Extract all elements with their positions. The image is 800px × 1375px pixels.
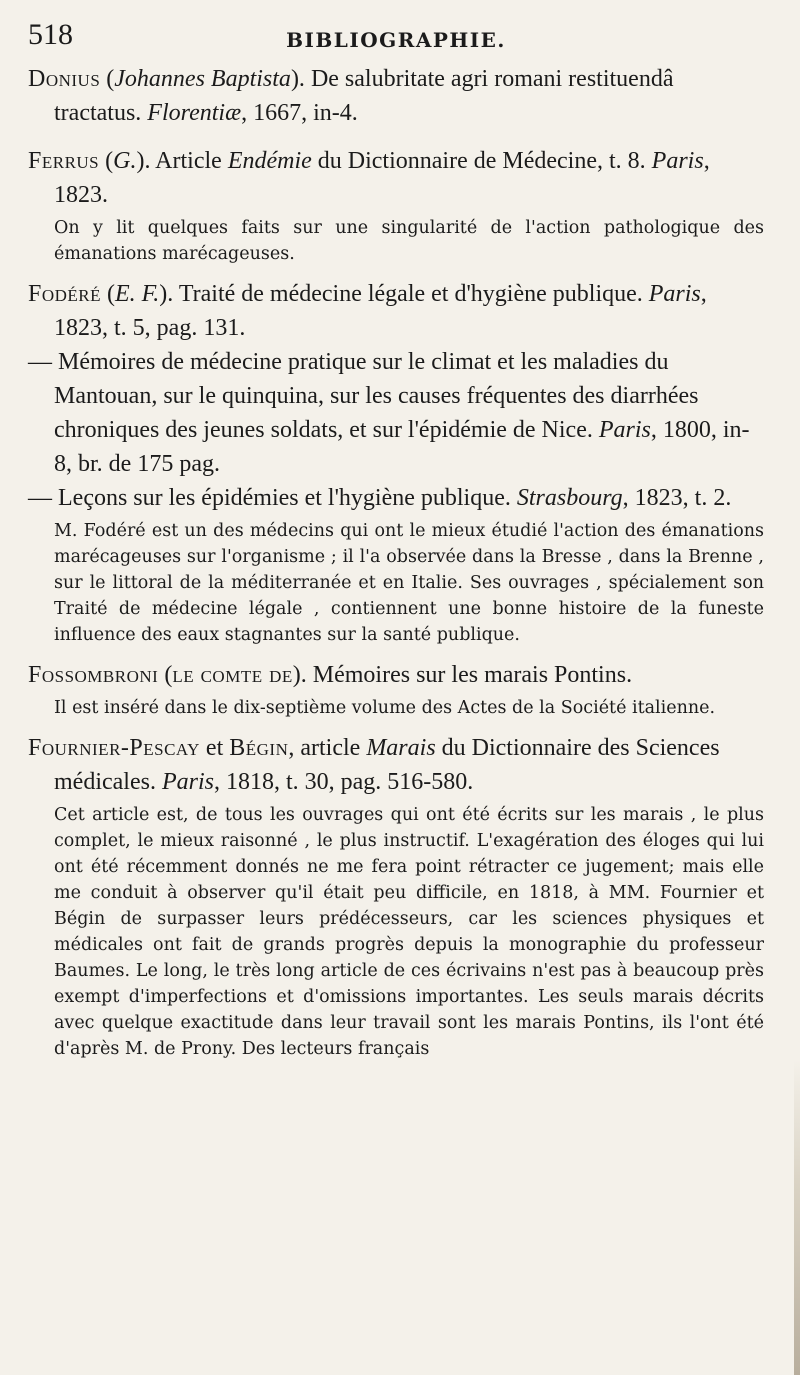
entry-title: Mémoires de médecine pratique sur le climat et les maladies du Mantouan, sur le quinquina, sur les causes fréquentes des diarrhées chroniques des jeunes soldats, et sur l'épidémie de Nice.	[54, 349, 699, 443]
entry-place: Paris	[651, 148, 704, 174]
running-head: BIBLIOGRAPHIE.	[286, 28, 506, 52]
entry-note: On y lit quelques faits sur une singularité de l'action pathologique des émanations marécageuses.	[54, 218, 764, 264]
bibliography-entry	[28, 658, 764, 721]
entry-author: Fournier-Pescay	[28, 735, 200, 761]
bibliography-entry	[28, 731, 764, 1062]
entry-author-name: E. F.	[115, 281, 160, 307]
entry-details: , 1823.	[54, 148, 710, 208]
entry-dash: —	[28, 485, 58, 511]
entry-place: Paris	[161, 769, 214, 795]
entry-title: Leçons sur les épidémies et l'hygiène publique.	[58, 485, 517, 511]
entry-citation	[28, 481, 764, 515]
bibliography-entry	[28, 481, 764, 648]
entry-citation: Fodéré (E. F.). Traité de médecine légale et d'hygiène publique. Paris, 1823, t. 5, pag. 131.	[28, 281, 707, 341]
entry-title: Traité de médecine légale et d'hygiène publique.	[178, 281, 649, 307]
entry-details: , 1823, t. 2.	[622, 485, 732, 511]
entry-details: , 1800, in-8, br. de 175 pag.	[54, 417, 750, 477]
entry-author-name: G.	[113, 148, 137, 174]
entry-author-2: Bégin	[229, 735, 289, 761]
entry-note: M. Fodéré est un des médecins qui ont le mieux étudié l'action des émanations marécageuses sur l'organisme ; il l'a observée dans la Bresse , dans la Brenne , sur le littoral de la méditerranée et en Italie. Ses ouvrages , spécialement son Traité de médecine légale , contiennent une bonne histoire de la funeste influence des eaux stagnantes sur la santé publique.	[54, 521, 764, 645]
entry-note: Il est inséré dans le dix-septième volume des Actes de la Société italienne.	[54, 698, 716, 718]
entry-citation: Donius (Johannes Baptista). De salubritate agri romani restituendâ tractatus. Florentiæ, 1667, in-4.	[28, 66, 674, 126]
entry-citation: Fossombroni (le comte de). Mémoires sur les marais Pontins.	[28, 662, 633, 688]
entry-title: Mémoires sur les marais Pontins.	[312, 662, 633, 688]
entry-title: De salubritate agri romani restituendâ tractatus.	[54, 66, 674, 126]
bibliography-entry	[28, 345, 764, 481]
entry-author-name: Johannes Baptista	[114, 66, 291, 92]
entry-citation: Fournier-Pescay et Bégin, article Marais du Dictionnaire des Sciences médicales. Paris, 1818, t. 30, pag. 516-580.	[28, 735, 720, 795]
entry-author: Fossombroni	[28, 662, 159, 688]
entry-citation: Ferrus (G.). Article Endémie du Dictionnaire de Médecine, t. 8. Paris, 1823.	[28, 148, 710, 208]
entry-author: Ferrus	[28, 148, 100, 174]
entry-note: Cet article est, de tous les ouvrages qui ont été écrits sur les marais , le plus complet, le mieux raisonné , le plus instructif. L'exagération des éloges qui lui ont été récemment donnés ne me fera point rétracter ce jugement; mais elle me conduit à observer qu'il était peu difficile, en 1818, à MM. Fournier et Bégin de surpasser leurs prédécesseurs, car les sciences physiques et médicales ont fait de grands progrès depuis la monographie du professeur Baumes. Le long, le très long article de ces écrivains n'est pas à beaucoup près exempt d'imperfections et d'omissions importantes. Les seuls marais décrits avec quelque exactitude dans leur travail sont les marais Pontins, ils l'ont été d'après M. de Prony. Des lecteurs français	[54, 805, 764, 1059]
page-number: 518	[28, 18, 73, 51]
bibliography-entry	[28, 277, 764, 345]
entry-citation	[28, 345, 764, 481]
bibliography-entry	[28, 144, 764, 267]
entry-dash: —	[28, 349, 58, 375]
entry-place: Paris	[648, 281, 701, 307]
entry-place: Paris	[598, 417, 651, 443]
entry-place: Florentiæ	[147, 100, 242, 126]
entry-details: , 1823, t. 5, pag. 131.	[54, 281, 707, 341]
page-edge-shadow	[794, 1060, 800, 1375]
entry-details: , 1818, t. 30, pag. 516-580.	[213, 769, 474, 795]
entry-article-title: Marais	[366, 735, 436, 761]
bibliography-entry	[28, 62, 764, 130]
entry-details: , 1667, in-4.	[241, 100, 358, 126]
entry-article-title: Endémie	[227, 148, 312, 174]
entry-author-name: le comte de	[172, 662, 293, 688]
page-header	[28, 14, 764, 62]
entry-author: Donius	[28, 66, 101, 92]
entry-place: Strasbourg	[516, 485, 623, 511]
entry-author: Fodéré	[28, 281, 102, 307]
